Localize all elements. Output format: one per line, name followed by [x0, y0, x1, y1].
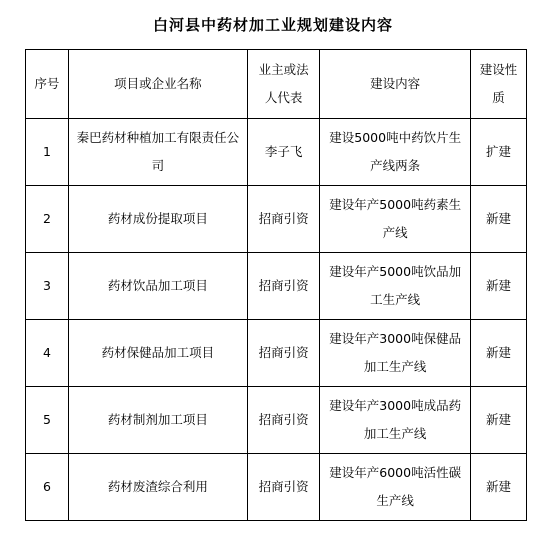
row-content: 建设年产5000吨饮品加工生产线 — [320, 253, 471, 320]
row-seq: 2 — [26, 186, 69, 253]
row-name: 药材保健品加工项目 — [68, 320, 247, 387]
row-owner: 李子飞 — [247, 119, 320, 186]
row-name: 药材废渣综合利用 — [68, 454, 247, 521]
row-owner: 招商引资 — [247, 320, 320, 387]
table-row — [26, 253, 527, 320]
row-content: 建设年产5000吨药素生产线 — [320, 186, 471, 253]
document-title: 白河县中药材加工业规划建设内容 — [152, 16, 393, 34]
row-owner: 招商引资 — [247, 387, 320, 454]
header-content: 建设内容 — [320, 50, 471, 119]
row-nature: 新建 — [470, 454, 526, 521]
header-seq: 序号 — [26, 50, 69, 119]
header-row — [26, 50, 527, 119]
row-seq: 5 — [26, 387, 69, 454]
row-seq: 6 — [26, 454, 69, 521]
row-name: 秦巴药材种植加工有限责任公司 — [68, 119, 247, 186]
table-row — [26, 186, 527, 253]
row-seq: 4 — [26, 320, 69, 387]
table-row — [26, 387, 527, 454]
table-row — [26, 454, 527, 521]
row-nature: 新建 — [470, 253, 526, 320]
row-nature: 扩建 — [470, 119, 526, 186]
row-name: 药材制剂加工项目 — [68, 387, 247, 454]
row-content: 建设年产3000吨保健品加工生产线 — [320, 320, 471, 387]
header-owner: 业主或法人代表 — [247, 50, 320, 119]
header-name: 项目或企业名称 — [68, 50, 247, 119]
row-name: 药材成份提取项目 — [68, 186, 247, 253]
row-nature: 新建 — [470, 186, 526, 253]
row-content: 建设5000吨中药饮片生产线两条 — [320, 119, 471, 186]
table-row — [26, 320, 527, 387]
row-name: 药材饮品加工项目 — [68, 253, 247, 320]
row-nature: 新建 — [470, 387, 526, 454]
row-owner: 招商引资 — [247, 253, 320, 320]
row-owner: 招商引资 — [247, 186, 320, 253]
row-content: 建设年产3000吨成品药加工生产线 — [320, 387, 471, 454]
row-owner: 招商引资 — [247, 454, 320, 521]
row-seq: 1 — [26, 119, 69, 186]
header-nature: 建设性质 — [470, 50, 526, 119]
row-content: 建设年产6000吨活性碳生产线 — [320, 454, 471, 521]
table-row — [26, 119, 527, 186]
plan-table — [25, 49, 527, 521]
row-nature: 新建 — [470, 320, 526, 387]
row-seq: 3 — [26, 253, 69, 320]
